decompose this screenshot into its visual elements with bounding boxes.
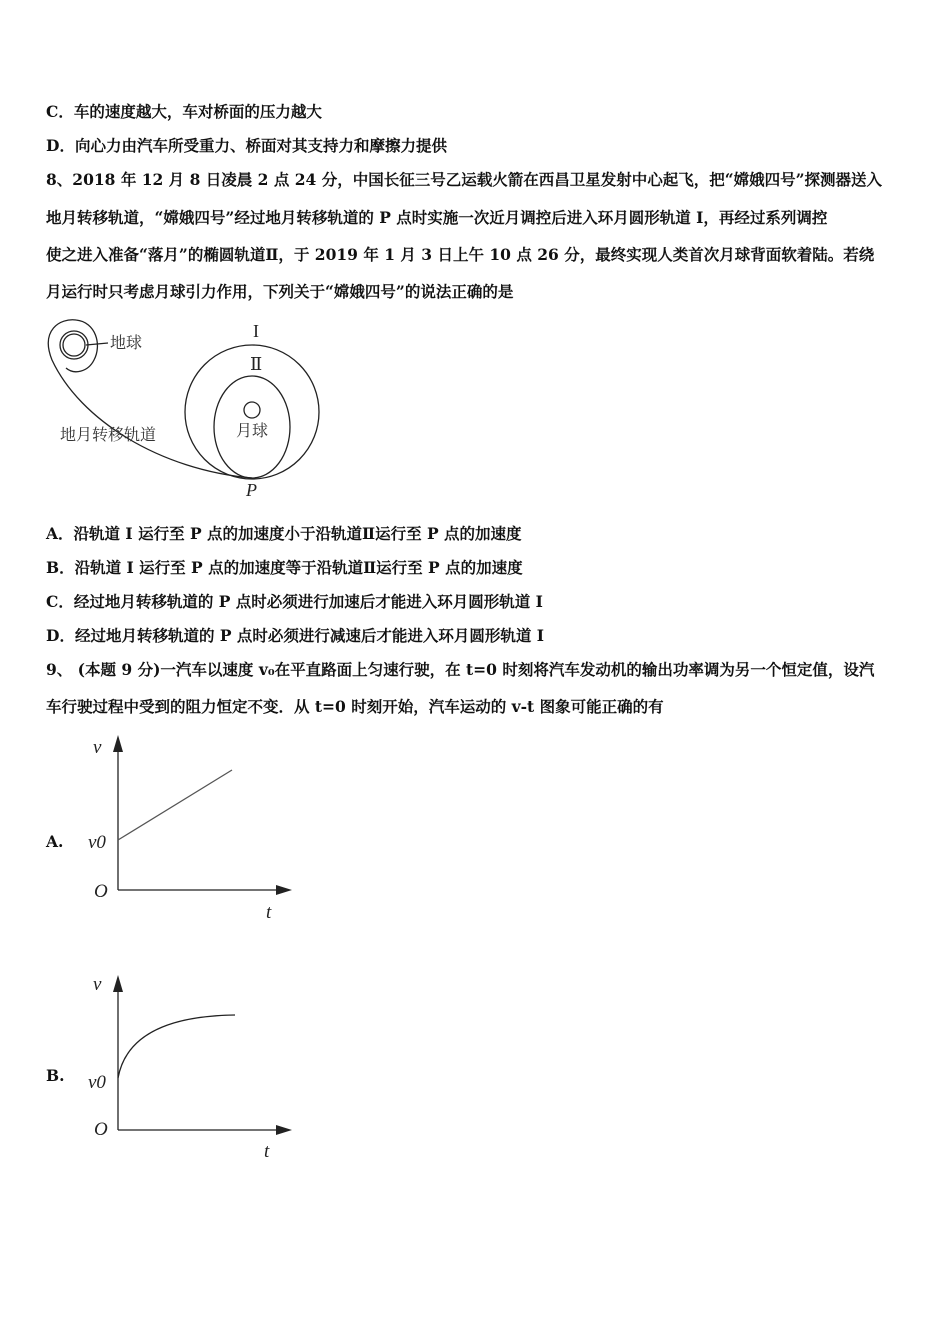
q9-option-b-label: B. xyxy=(46,1066,65,1085)
q7-option-d: D．向心力由汽车所受重力、桥面对其支持力和摩擦力提供 xyxy=(46,136,447,155)
point-p-label: P xyxy=(246,480,257,500)
transfer-orbit xyxy=(48,320,252,478)
orbit-1-label: I xyxy=(253,321,259,341)
t-axis-arrow-icon xyxy=(276,1125,292,1135)
v0-label: v0 xyxy=(88,832,106,853)
transfer-orbit-label: 地月转移轨道 xyxy=(60,425,157,444)
orbit-2-label: Ⅱ xyxy=(250,354,263,374)
v-label: v xyxy=(93,737,102,758)
v-t-curve xyxy=(118,1015,235,1078)
t-label: t xyxy=(264,1141,270,1162)
v0-label: v0 xyxy=(88,1072,106,1093)
v-t-line xyxy=(118,770,232,840)
v-label: v xyxy=(93,974,102,995)
moon-circle xyxy=(244,402,260,418)
q9-option-a-label: A. xyxy=(46,832,64,851)
q8-stem-line: 月运行时只考虑月球引力作用，下列关于“嫦娥四号”的说法正确的是 xyxy=(46,282,514,301)
v-axis-arrow-icon xyxy=(113,975,123,992)
q8-option-d: D．经过地月转移轨道的 P 点时必须进行减速后才能进入环月圆形轨道 I xyxy=(46,626,545,645)
origin-label: O xyxy=(94,1119,108,1140)
earth-inner-circle xyxy=(63,334,85,356)
q9-stem-line: 9、 (本题 9 分)一汽车以速度 v₀在平直路面上匀速行驶，在 t=0 时刻将汽车发动机的输出功率调为另一个恒定值，设汽 xyxy=(46,660,875,679)
moon-label: 月球 xyxy=(236,421,269,440)
q8-stem-line: 地月转移轨道，“嫦娥四号”经过地月转移轨道的 P 点时实施一次近月调控后进入环月圆形轨道 I，再经过系列调控 xyxy=(46,208,828,227)
q8-option-b: B．沿轨道 I 运行至 P 点的加速度等于沿轨道Ⅱ运行至 P 点的加速度 xyxy=(46,558,523,577)
q8-stem-line: 使之进入准备“落月”的椭圆轨道Ⅱ，于 2019 年 1 月 3 日上午 10 点 26 分，最终实现人类首次月球背面软着陆。若绕 xyxy=(46,245,875,264)
graph-a xyxy=(118,742,282,890)
q8-option-c: C．经过地月转移轨道的 P 点时必须进行加速后才能进入环月圆形轨道 I xyxy=(46,592,543,611)
t-label: t xyxy=(266,902,272,923)
graph-b xyxy=(118,982,282,1130)
q8-option-a: A．沿轨道 I 运行至 P 点的加速度小于沿轨道Ⅱ运行至 P 点的加速度 xyxy=(46,524,522,543)
v-axis-arrow-icon xyxy=(113,735,123,752)
q8-stem-line: 8、2018 年 12 月 8 日凌晨 2 点 24 分，中国长征三号乙运载火箭在西昌卫星发射中心起飞，把“嫦娥四号”探测器送入 xyxy=(46,170,883,189)
earth-outer-circle xyxy=(60,331,88,359)
earth-label: 地球 xyxy=(110,333,143,352)
q9-stem-line: 车行驶过程中受到的阻力恒定不变．从 t=0 时刻开始，汽车运动的 v-t 图象可能正确的有 xyxy=(46,697,664,716)
t-axis-arrow-icon xyxy=(276,885,292,895)
orbit-diagram xyxy=(48,320,319,479)
origin-label: O xyxy=(94,881,108,902)
q7-option-c: C．车的速度越大，车对桥面的压力越大 xyxy=(46,102,322,121)
